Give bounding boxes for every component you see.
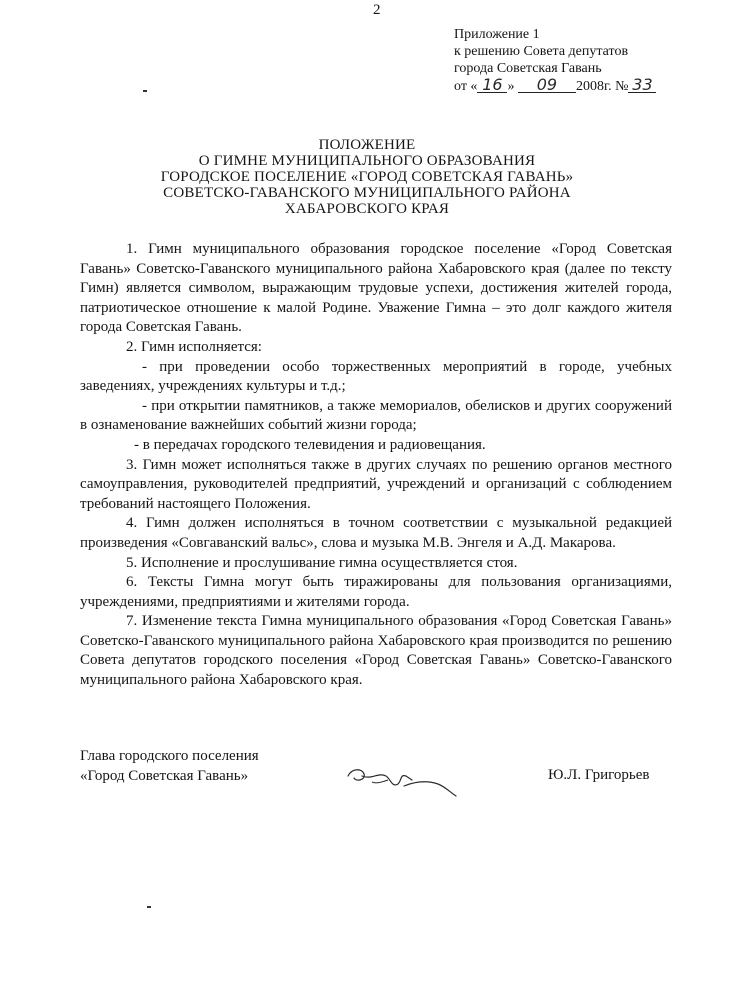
- date-year-suffix: 2008г. №: [575, 79, 629, 94]
- signatory-line-1: Глава городского поселения: [80, 748, 259, 764]
- handwritten-signature: [342, 758, 462, 800]
- signatory-line-2: «Город Советская Гавань»: [80, 768, 249, 784]
- paragraph-1: 1. Гимн муниципального образования городское поселение «Город Советская Гавань» Советско-Гаванского муниципального района Хабаровского края (далее по тексту Гимн) является символом, выражающим трудовые успехи, достижения жителей города, патриотическое отношение к малой Родине. Уважение Гимна – это долг каждого жителя города Советская Гавань.: [80, 241, 672, 336]
- paragraph-2: 2. Гимн исполняется:: [126, 338, 262, 355]
- scan-speck: [147, 906, 151, 908]
- date-mid: »: [507, 79, 515, 94]
- document-body: [80, 240, 672, 691]
- appendix-line-3: города Советская Гавань: [454, 61, 602, 76]
- date-day-handwritten: 16: [477, 77, 507, 93]
- paragraph-7: 7. Изменение текста Гимна муниципального образования «Город Советская Гавань» Советско-Гаванского муниципального района Хабаровского края производится по решению Совета депутатов городского поселения «Город Советская Гавань» Советско-Гаванского муниципального района Хабаровского края.: [80, 613, 672, 689]
- signatory-title: [80, 746, 259, 786]
- paragraph-2-item-c: - в передачах городского телевидения и радиовещания.: [134, 436, 486, 453]
- paragraph-2-item-a: - при проведении особо торжественных мероприятий в городе, учебных заведениях, учреждениях культуры и т.д.;: [80, 358, 672, 395]
- paragraph-2-item-b: - при открытии памятников, а также мемориалов, обелисков и других сооружений в ознаменование важнейших событий жизни города;: [80, 397, 672, 434]
- signatory-name: Ю.Л. Григорьев: [548, 767, 650, 783]
- appendix-line-2: к решению Совета депутатов: [454, 44, 629, 59]
- appendix-line-1: Приложение 1: [454, 27, 540, 42]
- decision-number-handwritten: 33: [628, 77, 656, 93]
- date-month-handwritten: 09: [518, 77, 576, 93]
- title-line-4: СОВЕТСКО-ГАВАНСКОГО МУНИЦИПАЛЬНОГО РАЙОНА: [163, 185, 571, 201]
- paragraph-4: 4. Гимн должен исполняться в точном соответствии с музыкальной редакцией произведения «Совгаванский вальс», слова и музыка М.В. Энгеля и А.Д. Макарова.: [80, 515, 672, 551]
- paragraph-6: 6. Тексты Гимна могут быть тиражированы для пользования организациями, учреждениями, предприятиями и жителями города.: [80, 574, 672, 610]
- document-title: [0, 137, 734, 217]
- appendix-header: [454, 26, 656, 95]
- title-line-3: ГОРОДСКОЕ ПОСЕЛЕНИЕ «ГОРОД СОВЕТСКАЯ ГАВАНЬ»: [160, 169, 574, 185]
- title-line-2: О ГИМНЕ МУНИЦИПАЛЬНОГО ОБРАЗОВАНИЯ: [198, 153, 536, 169]
- paragraph-5: 5. Исполнение и прослушивание гимна осуществляется стоя.: [126, 554, 518, 571]
- page-number: 2: [373, 2, 381, 18]
- paragraph-3: 3. Гимн может исполняться также в других случаях по решению органов местного самоуправления, руководителей предприятий, учреждений и организаций с соблюдением требований настоящего Положения.: [80, 456, 672, 512]
- scan-speck: [143, 90, 147, 92]
- appendix-date-line: [454, 77, 656, 95]
- title-line-1: ПОЛОЖЕНИЕ: [318, 137, 416, 153]
- date-prefix: от «: [454, 79, 478, 94]
- title-line-5: ХАБАРОВСКОГО КРАЯ: [284, 201, 450, 217]
